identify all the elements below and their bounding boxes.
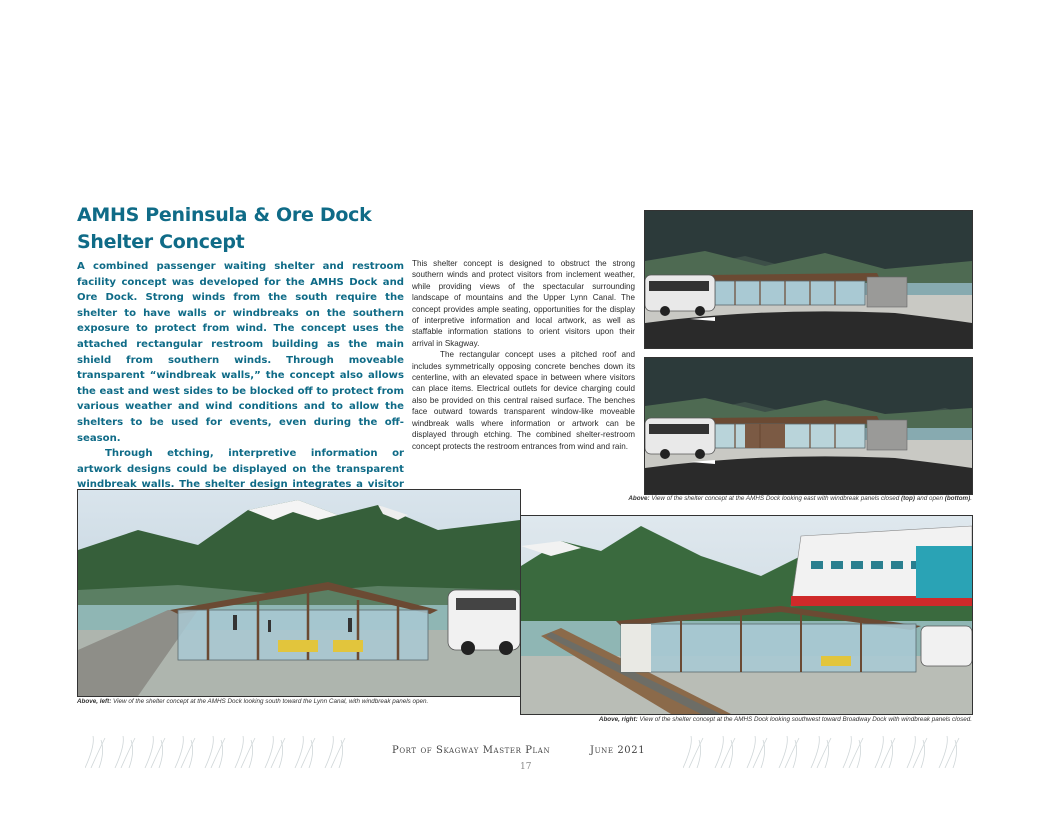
page-number: 17 [520,762,532,772]
grass-decoration-right [683,736,968,768]
caption-east-top: (top) [900,495,915,502]
intro-paragraph-1: A combined passenger waiting shelter and restroom facility concept was developed for the AMHS Dock and Ore Dock. Strong winds from the south require the shelter to have walls or windbreaks on the southern exposure to protect from wind. The concept uses the attached rectangular restroom building as the main shield from southern winds. Through moveable transparent “windbreak walls,” the concept also allows the east and west sides to be blocked off to protect from various weather and wind conditions and to allow the shelters to be used for events, even during the off-season. [77,261,404,444]
caption-southwest-text: View of the shelter concept at the AMHS Dock looking southwest toward Broadway Dock with windbreak panels closed. [637,716,972,723]
caption-south-lead: Above, left: [77,698,112,705]
title-line-1: AMHS Peninsula & Ore Dock [77,204,372,226]
page-title [77,202,407,256]
caption-south-view [77,698,445,707]
render-east-closed [644,210,973,349]
intro-paragraph-2: Through etching, interpretive information or artwork designs could be displayed on the transparent windbreak walls. The shelter design integrates a visitor [77,448,404,491]
caption-east-lead: Above: [628,495,650,502]
caption-east-bottom: (bottom) [944,495,971,502]
caption-southwest-view [540,716,972,725]
caption-east-views [560,495,972,504]
caption-south-text: View of the shelter concept at the AMHS Dock looking south toward the Lynn Canal, with windbreak panels open. [111,698,429,705]
render-east-open [644,357,973,495]
caption-east-text: View of the shelter concept at the AMHS Dock looking east with windbreak panels closed [649,495,901,502]
body-paragraph-2: The rectangular concept uses a pitched roof and includes symmetrically opposing concrete benches down its centerline, with an elevated space in between where visitors can place items. Electrical outlets for device charging could also be provided on this central raised surface. The benches face outward towards transparent window-like moveable windbreak walls where information or artwork can be displayed through etching. The combined shelter-restroom concept protects the restroom entrances from wind and rain. [412,350,635,451]
render-south-open [77,489,521,697]
caption-southwest-lead: Above, right: [598,716,638,723]
caption-east-mid: and open [914,495,945,502]
footer-plan-title: Port of Skagway Master Plan [392,745,551,756]
title-line-2: Shelter Concept [77,231,245,253]
footer-date: June 2021 [590,745,646,756]
grass-decoration-left [85,736,355,768]
body-paragraph-1: This shelter concept is designed to obstruct the strong southern winds and protect visitors from inclement weather, while providing views of the spectacular surrounding landscape of mountains and the Upper Lynn Canal. The concept provides ample seating, opportunities for the display of interpretive information and local artwork, as well as staffable information stations to orient visitors upon their arrival in Skagway. [412,259,635,348]
render-southwest-closed [520,515,973,715]
caption-east-end: . [970,495,972,502]
body-text [412,258,635,452]
